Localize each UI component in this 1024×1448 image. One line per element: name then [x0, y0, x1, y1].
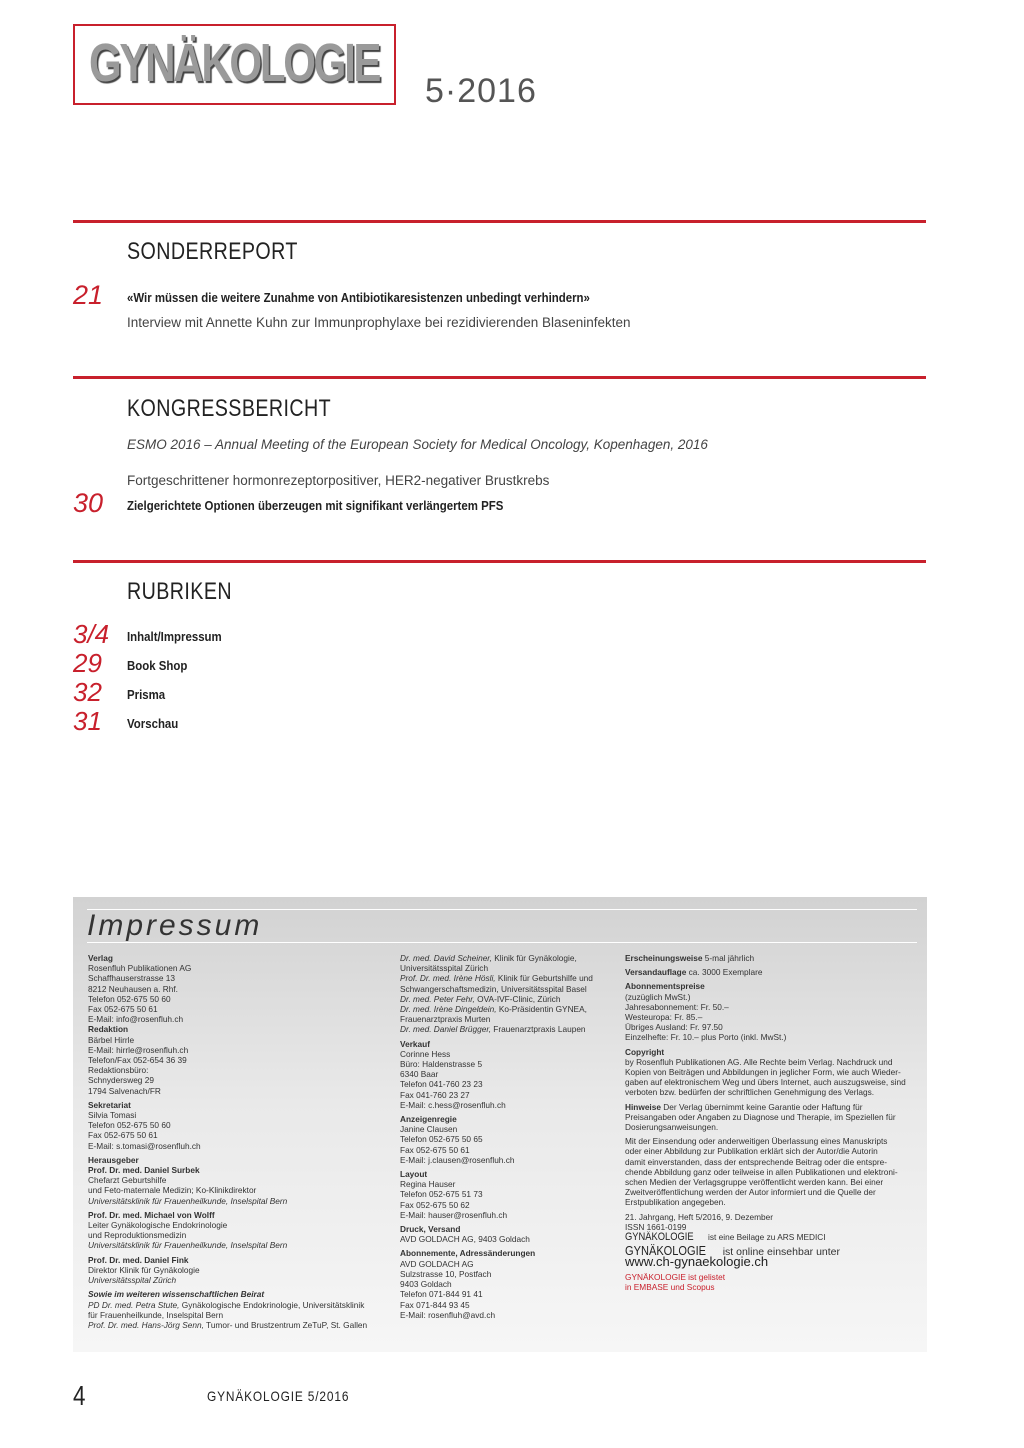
anzeigen-line: Telefon 052-675 50 65	[400, 1134, 483, 1145]
anzeigen-line: Janine Clausen	[400, 1124, 458, 1135]
druck-heading: Druck, Versand	[400, 1224, 461, 1235]
manuskript-line: schen Medien der Verlagsgruppe veröffentlicht werden kann. Bei einer	[625, 1177, 884, 1188]
manuskript-line: oder einer Abbildung zur Publikation erklärt sich der Autor/die Autorin	[625, 1146, 878, 1157]
manuskript-line: chende Abbildung ganz oder teilweise in allen Publikationen und elektroni-	[625, 1166, 898, 1177]
manuskript-line: damit einverstanden, dass der entsprechende Beitrag oder die entspre-	[625, 1156, 887, 1167]
copyright-heading: Copyright	[625, 1046, 665, 1057]
preise-line: Einzelhefte: Fr. 10.– plus Porto (inkl. MwSt.)	[625, 1032, 787, 1043]
preise-line: Übriges Ausland: Fr. 97.50	[625, 1022, 723, 1033]
abo-line: Sulzstrasse 10, Postfach	[400, 1268, 492, 1279]
verlag-line: Rosenfluh Publikationen AG	[88, 963, 192, 974]
section-title-sonderreport: SONDERREPORT	[127, 238, 298, 265]
scheiner-line-2: Universitätsspital Zürich	[400, 963, 489, 974]
fehr-name: Dr. med. Peter Fehr,	[400, 993, 475, 1004]
impressum-title: Impressum	[87, 909, 263, 942]
manuskript-line: Mit der Einsendung oder anderweitigen Überlassung eines Manuskripts	[625, 1136, 888, 1147]
dingeldein-line: Ko-Präsidentin GYNEA,	[496, 1004, 587, 1015]
manuskript-line: Erstpublikation angegeben.	[625, 1197, 726, 1208]
scheiner-name: Dr. med. David Scheiner,	[400, 953, 492, 963]
anzeigen-line: Fax 052-675 50 61	[400, 1144, 470, 1155]
hoesli-line-2: Schwangerschaftsmedizin, Universitätsspital Basel	[400, 983, 587, 994]
abo-line: Telefon 071-844 91 41	[400, 1289, 483, 1300]
kongress-topic: Fortgeschrittener hormonrezeptorpositiver, HER2-negativer Brustkrebs	[127, 473, 550, 488]
online-brand: GYNÄKOLOGIE	[625, 1243, 707, 1259]
section-divider	[73, 220, 926, 223]
beilage-brand: GYNÄKOLOGIE	[625, 1231, 694, 1244]
fehr-line: OVA-IVF-Clinic, Zürich	[474, 993, 561, 1004]
verkauf-heading: Verkauf	[400, 1038, 430, 1049]
dingeldein-name: Dr. med. Irène Dingeldein,	[400, 1004, 497, 1015]
wolff-line: und Reproduktionsmedizin	[88, 1230, 187, 1241]
layout-email[interactable]: E-Mail: hauser@rosenfluh.ch	[400, 1209, 508, 1220]
impressum-box	[73, 897, 927, 1352]
gelistet-line: in EMBASE und Scopus	[625, 1281, 715, 1292]
sonderreport-headline[interactable]: «Wir müssen die weitere Zunahme von Antibiotikaresistenzen unbedingt verhindern»	[127, 290, 590, 305]
verkauf-line: 6340 Baar	[400, 1069, 439, 1080]
copyright-line: gaben auf elektronischem Weg und übers Internet, auch auszugsweise, sind	[625, 1077, 906, 1088]
druck-line: AVD GOLDACH AG, 9403 Goldach	[400, 1234, 530, 1245]
sekretariat-line: Silvia Tomasi	[88, 1110, 137, 1121]
verkauf-email[interactable]: E-Mail: c.hess@rosenfluh.ch	[400, 1099, 506, 1110]
verkauf-line: Fax 041-760 23 27	[400, 1089, 470, 1100]
copyright-line: Kopien von Beiträgen und Abbildungen in jeglicher Form, wie auch Wieder-	[625, 1067, 901, 1078]
redaktion-line: Redaktionsbüro:	[88, 1065, 149, 1076]
page-ref-30[interactable]: 30	[73, 488, 104, 518]
layout-line: Telefon 052-675 51 73	[400, 1189, 483, 1200]
layout-line: Fax 052-675 50 62	[400, 1199, 470, 1210]
copyright-line: verboten bzw. bedürfen der schriftlichen Genehmigung des Verlags.	[625, 1087, 875, 1098]
issue-number: 5·2016	[425, 72, 537, 110]
preise-line: (zuzüglich MwSt.)	[625, 991, 691, 1002]
impressum-rule-bottom	[87, 942, 917, 943]
beirat-heading: Sowie im weiteren wissenschaftlichen Beirat	[88, 1289, 265, 1300]
redaktion-email[interactable]: E-Mail: hirrle@rosenfluh.ch	[88, 1044, 189, 1055]
versand-value: ca. 3000 Exemplare	[686, 967, 763, 978]
anzeigen-email[interactable]: E-Mail: j.clausen@rosenfluh.ch	[400, 1154, 515, 1165]
kongress-event: ESMO 2016 – Annual Meeting of the European Society for Medical Oncology, Kopenhagen, 2016	[127, 437, 708, 452]
redaktion-line: Telefon/Fax 052-654 36 39	[88, 1055, 187, 1066]
verkauf-line: Corinne Hess	[400, 1048, 451, 1059]
beilage-text: ist eine Beilage zu ARS MEDICI	[708, 1232, 826, 1243]
rubrik-page[interactable]: 31	[73, 706, 102, 736]
stute-line: Gynäkologische Endokrinologie, Universitätsklinik	[179, 1299, 365, 1310]
hoesli-name: Prof. Dr. med. Irène Hösli,	[400, 973, 496, 984]
verlag-line: Schaffhauserstrasse 13	[88, 973, 176, 984]
masthead-logo-box	[73, 24, 396, 105]
surbek-line: und Feto-maternale Medizin; Ko-Klinikdirektor	[88, 1185, 257, 1196]
fink-line: Direktor Klinik für Gynäkologie	[88, 1264, 200, 1275]
kongress-headline[interactable]: Zielgerichtete Optionen überzeugen mit signifikant verlängertem PFS	[127, 498, 504, 513]
rubrik-label[interactable]: Vorschau	[127, 716, 179, 731]
preise-line: Westeuropa: Fr. 85.–	[625, 1012, 703, 1023]
verlag-line: 8212 Neuhausen a. Rhf.	[88, 983, 178, 994]
sekretariat-line: Telefon 052-675 50 60	[88, 1120, 171, 1131]
footer-journal: GYNÄKOLOGIE 5/2016	[207, 1388, 350, 1404]
section-title-kongressbericht: KONGRESSBERICHT	[127, 395, 332, 422]
preise-heading: Abonnementspreise	[625, 981, 705, 992]
layout-heading: Layout	[400, 1169, 428, 1180]
wolff-affiliation: Universitätsklinik für Frauenheilkunde, Inselspital Bern	[88, 1240, 288, 1251]
abo-line: Fax 071-844 93 45	[400, 1299, 470, 1310]
issn: ISSN 1661-0199	[625, 1221, 687, 1232]
stute-name: PD Dr. med. Petra Stute,	[88, 1299, 180, 1310]
sonderreport-subline: Interview mit Annette Kuhn zur Immunprophylaxe bei rezidivierenden Blaseninfekten	[127, 315, 631, 330]
stute-line-2: für Frauenheilkunde, Inselspital Bern	[88, 1309, 224, 1320]
section-title-rubriken: RUBRIKEN	[127, 578, 232, 605]
verlag-email[interactable]: E-Mail: info@rosenfluh.ch	[88, 1014, 184, 1025]
rubrik-page[interactable]: 32	[73, 677, 102, 707]
hoesli-line: Klinik für Geburtshilfe und	[495, 973, 593, 984]
redaktion-line: Bärbel Hirrle	[88, 1034, 135, 1045]
rubrik-label[interactable]: Book Shop	[127, 658, 188, 673]
online-text: ist online einsehbar unter	[722, 1246, 841, 1259]
sekretariat-email[interactable]: E-Mail: s.tomasi@rosenfluh.ch	[88, 1140, 201, 1151]
hinweise-line: Preisangaben oder Angaben zu Diagnose und Therapie, im Speziellen für	[625, 1111, 896, 1122]
rubrik-label[interactable]: Inhalt/Impressum	[127, 629, 222, 644]
verkauf-line: Büro: Haldenstrasse 5	[400, 1059, 483, 1070]
manuskript-line: Zweitveröffentlichung werden der Autor informiert und die Quelle der	[625, 1187, 876, 1198]
bruegger-name: Dr. med. Daniel Brügger,	[400, 1024, 491, 1035]
erscheinung-heading: Erscheinungsweise	[625, 953, 703, 963]
footer-page-number: 4	[73, 1380, 86, 1411]
section-divider	[73, 376, 926, 379]
hinweise-line: Dosierungsanweisungen.	[625, 1122, 719, 1133]
impressum-column-2	[400, 953, 605, 1320]
surbek-affiliation: Universitätsklinik für Frauenheilkunde, Inselspital Bern	[88, 1195, 288, 1206]
impressum-column-3	[625, 953, 920, 1292]
abo-line: AVD GOLDACH AG	[400, 1258, 474, 1269]
sekretariat-heading: Sekretariat	[88, 1099, 131, 1110]
scheiner-line: Klinik für Gynäkologie,	[491, 953, 577, 963]
redaktion-line: Schnydersweg 29	[88, 1075, 154, 1086]
redaktion-line: 1794 Salvenach/FR	[88, 1085, 161, 1096]
verkauf-line: Telefon 041-760 23 23	[400, 1079, 483, 1090]
fink-name: Prof. Dr. med. Daniel Fink	[88, 1254, 189, 1265]
surbek-line: Chefarzt Geburtshilfe	[88, 1175, 167, 1186]
versand-heading: Versandauflage	[625, 967, 687, 978]
abo-heading: Abonnemente, Adressänderungen	[400, 1248, 536, 1259]
senn-line: Tumor- und Brustzentrum ZeTuP, St. Gallen	[203, 1319, 368, 1330]
erscheinung-value: 5-mal jährlich	[702, 953, 755, 963]
abo-email[interactable]: E-Mail: rosenfluh@avd.ch	[400, 1309, 496, 1320]
hinweise-line: Der Verlag übernimmt keine Garantie oder Haftung für	[660, 1101, 863, 1112]
sekretariat-line: Fax 052-675 50 61	[88, 1130, 158, 1141]
wolff-name: Prof. Dr. med. Michael von Wolff	[88, 1209, 215, 1220]
bruegger-line: Frauenarztpraxis Laupen	[491, 1024, 586, 1035]
layout-line: Regina Hauser	[400, 1179, 456, 1190]
page-ref-21[interactable]: 21	[73, 280, 104, 310]
fink-affiliation: Universitätsspital Zürich	[88, 1275, 177, 1286]
redaktion-heading: Redaktion	[88, 1024, 129, 1035]
verlag-line: Telefon 052-675 50 60	[88, 993, 171, 1004]
surbek-name: Prof. Dr. med. Daniel Surbek	[88, 1165, 200, 1176]
abo-line: 9403 Goldach	[400, 1279, 452, 1290]
anzeigen-heading: Anzeigenregie	[400, 1114, 457, 1125]
dingeldein-line-2: Frauenarztpraxis Murten	[400, 1014, 491, 1025]
rubrik-label[interactable]: Prisma	[127, 687, 166, 702]
senn-name: Prof. Dr. med. Hans-Jörg Senn,	[88, 1319, 204, 1330]
rubrik-page[interactable]: 29	[73, 648, 102, 678]
herausgeber-heading: Herausgeber	[88, 1154, 139, 1165]
rubrik-page[interactable]: 3/4	[73, 619, 110, 649]
hinweise-heading: Hinweise	[625, 1101, 661, 1112]
preise-line: Jahresabonnement: Fr. 50.–	[625, 1001, 729, 1012]
copyright-line: by Rosenfluh Publikationen AG. Alle Rechte beim Verlag. Nachdruck und	[625, 1056, 893, 1067]
wolff-line: Leiter Gynäkologische Endokrinologie	[88, 1220, 228, 1231]
gelistet-line: GYNÄKOLOGIE ist gelistet	[625, 1271, 726, 1282]
section-divider	[73, 560, 926, 563]
verlag-line: Fax 052-675 50 61	[88, 1004, 158, 1015]
verlag-heading: Verlag	[88, 953, 113, 963]
jahrgang: 21. Jahrgang, Heft 5/2016, 9. Dezember	[625, 1211, 774, 1222]
website-link[interactable]: www.ch-gynaekologie.ch	[625, 1254, 769, 1270]
impressum-column-1	[88, 953, 388, 1330]
masthead-logo: GYNÄKOLOGIE	[89, 33, 380, 93]
